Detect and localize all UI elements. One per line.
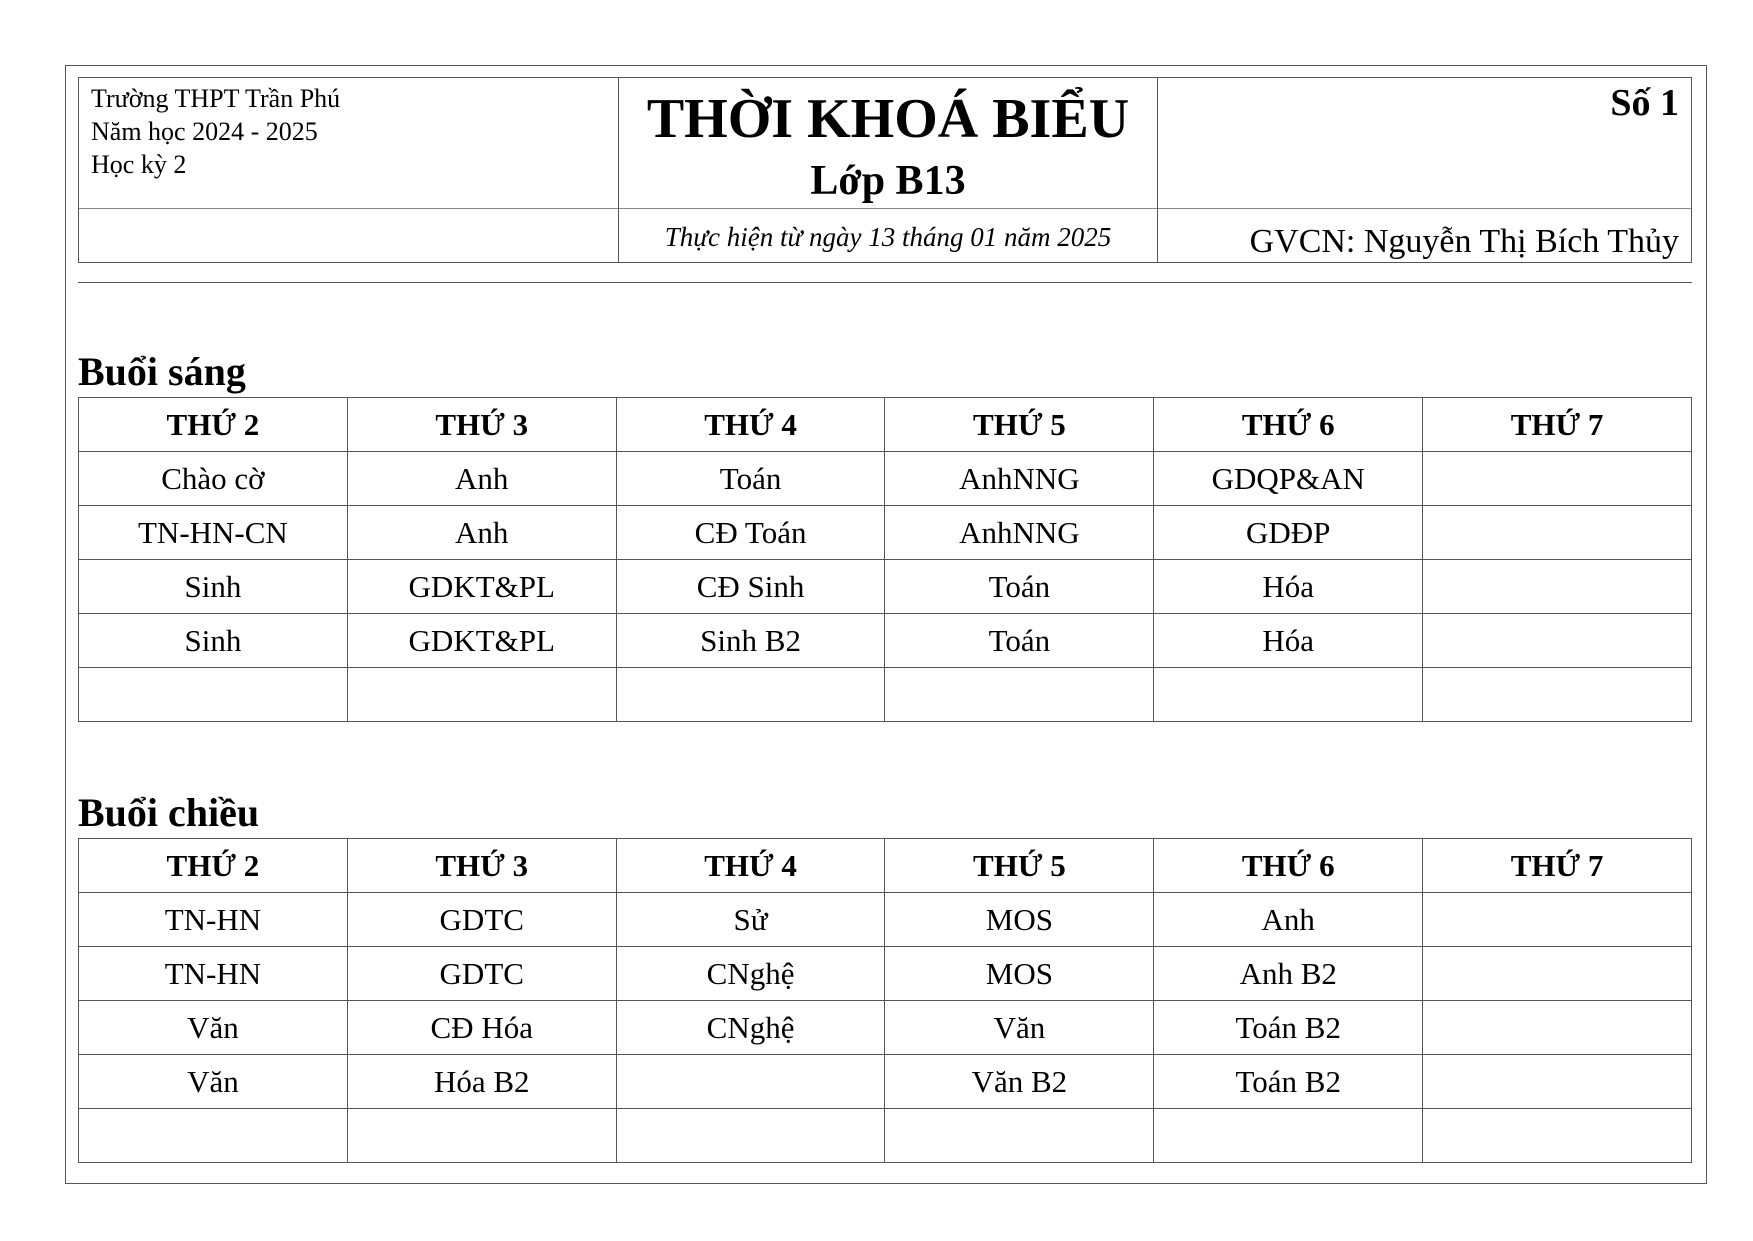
day-header: THỨ 7	[1423, 839, 1692, 893]
day-header: THỨ 4	[616, 398, 885, 452]
day-header: THỨ 2	[79, 398, 348, 452]
day-header: THỨ 2	[79, 839, 348, 893]
document-meta	[1158, 78, 1691, 262]
table-row	[79, 452, 1692, 506]
lesson-cell: Chào cờ	[79, 452, 348, 506]
lesson-cell: Hóa	[1154, 560, 1423, 614]
lesson-cell: GDĐP	[1154, 506, 1423, 560]
title-block	[618, 78, 1158, 262]
lesson-cell: Văn	[885, 1001, 1154, 1055]
horizontal-rule	[78, 282, 1692, 283]
morning-timetable	[78, 397, 1692, 722]
lesson-cell	[885, 668, 1154, 722]
semester: Học kỳ 2	[91, 150, 187, 179]
document-header	[78, 77, 1692, 263]
day-header: THỨ 4	[616, 839, 885, 893]
table-row	[79, 668, 1692, 722]
lesson-cell: AnhNNG	[885, 452, 1154, 506]
lesson-cell: Văn	[79, 1001, 348, 1055]
lesson-cell: GDTC	[347, 947, 616, 1001]
lesson-cell: Anh	[347, 506, 616, 560]
lesson-cell	[1423, 893, 1692, 947]
lesson-cell	[1423, 947, 1692, 1001]
lesson-cell: Sinh B2	[616, 614, 885, 668]
lesson-cell: Toán B2	[1154, 1055, 1423, 1109]
lesson-cell: AnhNNG	[885, 506, 1154, 560]
day-header: THỨ 3	[347, 839, 616, 893]
lesson-cell: GDTC	[347, 893, 616, 947]
day-header: THỨ 7	[1423, 398, 1692, 452]
lesson-cell: GDQP&AN	[1154, 452, 1423, 506]
day-header: THỨ 5	[885, 839, 1154, 893]
lesson-cell: Hóa B2	[347, 1055, 616, 1109]
day-header: THỨ 6	[1154, 398, 1423, 452]
table-row	[79, 893, 1692, 947]
lesson-cell	[1423, 560, 1692, 614]
document-number: Số 1	[1610, 82, 1679, 124]
lesson-cell	[616, 668, 885, 722]
table-header-row	[79, 839, 1692, 893]
lesson-cell: Sinh	[79, 614, 348, 668]
lesson-cell	[1423, 506, 1692, 560]
lesson-cell: CĐ Toán	[616, 506, 885, 560]
day-header: THỨ 3	[347, 398, 616, 452]
lesson-cell	[1423, 452, 1692, 506]
table-row	[79, 1001, 1692, 1055]
lesson-cell	[1423, 1001, 1692, 1055]
page-title: THỜI KHOÁ BIỂU	[646, 88, 1130, 150]
lesson-cell	[616, 1055, 885, 1109]
homeroom-teacher: GVCN: Nguyễn Thị Bích Thủy	[1249, 223, 1679, 260]
morning-session-title: Buổi sáng	[78, 349, 246, 394]
lesson-cell: Sử	[616, 893, 885, 947]
lesson-cell: MOS	[885, 893, 1154, 947]
day-header: THỨ 6	[1154, 839, 1423, 893]
lesson-cell	[1423, 1109, 1692, 1163]
lesson-cell: Anh	[347, 452, 616, 506]
lesson-cell	[347, 668, 616, 722]
lesson-cell: Toán	[616, 452, 885, 506]
lesson-cell: Văn B2	[885, 1055, 1154, 1109]
table-header-row	[79, 398, 1692, 452]
lesson-cell: CĐ Hóa	[347, 1001, 616, 1055]
school-info	[79, 78, 618, 262]
lesson-cell: Văn	[79, 1055, 348, 1109]
header-divider	[79, 208, 618, 209]
header-divider	[1158, 208, 1691, 209]
lesson-cell	[347, 1109, 616, 1163]
table-row	[79, 614, 1692, 668]
effective-date: Thực hiện từ ngày 13 tháng 01 năm 2025	[664, 222, 1112, 252]
school-name: Trường THPT Trần Phú	[91, 84, 341, 113]
lesson-cell: CNghệ	[616, 947, 885, 1001]
lesson-cell: Anh	[1154, 893, 1423, 947]
afternoon-timetable	[78, 838, 1692, 1163]
lesson-cell: Sinh	[79, 560, 348, 614]
table-row	[79, 560, 1692, 614]
lesson-cell: Toán	[885, 614, 1154, 668]
lesson-cell	[885, 1109, 1154, 1163]
lesson-cell	[1423, 1055, 1692, 1109]
table-row	[79, 947, 1692, 1001]
lesson-cell: TN-HN	[79, 893, 348, 947]
lesson-cell	[1154, 1109, 1423, 1163]
table-row	[79, 1055, 1692, 1109]
lesson-cell: TN-HN	[79, 947, 348, 1001]
lesson-cell	[1423, 668, 1692, 722]
header-divider	[619, 208, 1157, 209]
lesson-cell: GDKT&PL	[347, 614, 616, 668]
lesson-cell: Toán B2	[1154, 1001, 1423, 1055]
lesson-cell: TN-HN-CN	[79, 506, 348, 560]
lesson-cell: MOS	[885, 947, 1154, 1001]
afternoon-session-title: Buổi chiều	[78, 790, 260, 835]
class-name: Lớp B13	[810, 158, 966, 204]
lesson-cell	[1423, 614, 1692, 668]
table-row	[79, 506, 1692, 560]
lesson-cell: CNghệ	[616, 1001, 885, 1055]
lesson-cell	[79, 1109, 348, 1163]
day-header: THỨ 5	[885, 398, 1154, 452]
school-year: Năm học 2024 - 2025	[91, 117, 318, 146]
lesson-cell: GDKT&PL	[347, 560, 616, 614]
lesson-cell: Toán	[885, 560, 1154, 614]
lesson-cell: Anh B2	[1154, 947, 1423, 1001]
lesson-cell	[1154, 668, 1423, 722]
lesson-cell	[616, 1109, 885, 1163]
table-row	[79, 1109, 1692, 1163]
lesson-cell: CĐ Sinh	[616, 560, 885, 614]
lesson-cell: Hóa	[1154, 614, 1423, 668]
lesson-cell	[79, 668, 348, 722]
